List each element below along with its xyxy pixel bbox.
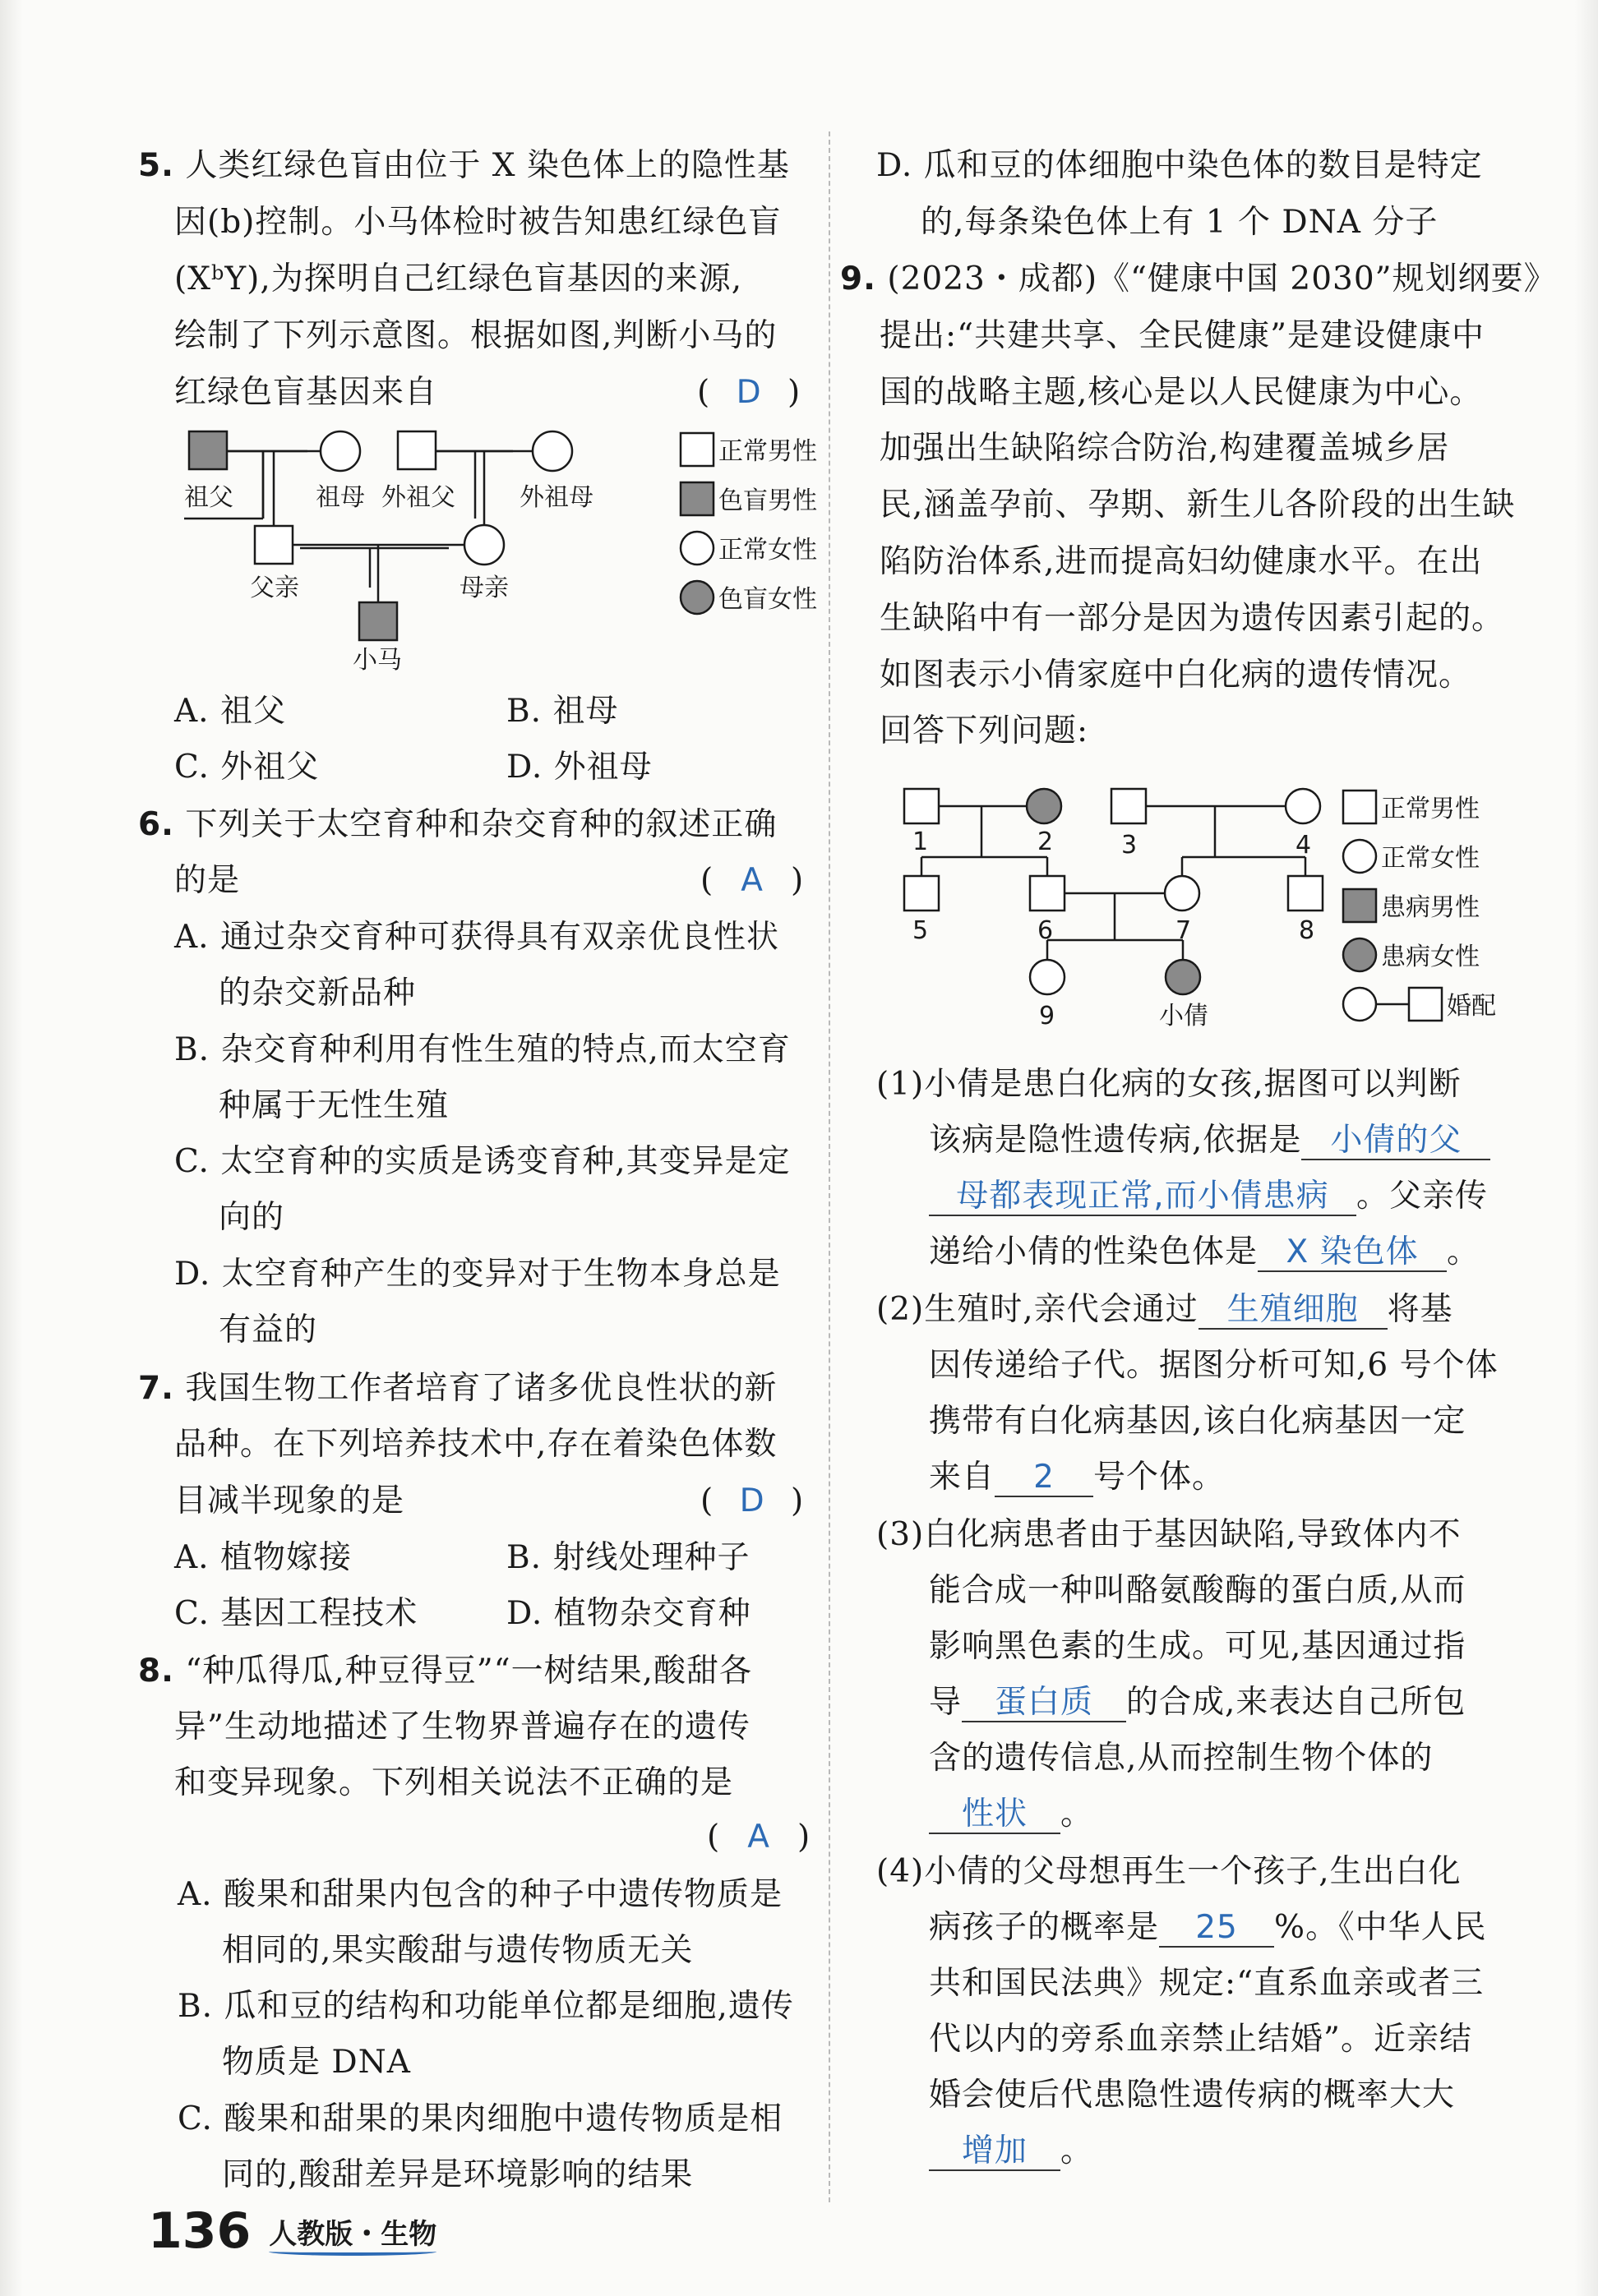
legend-normal-female: 正常女性 — [718, 536, 817, 565]
q5-line3: $(X^bY)$,为探明自己红绿色盲基因的来源, — [174, 260, 743, 297]
label-mother: 母亲 — [460, 574, 509, 602]
page-footer — [148, 2202, 436, 2260]
label-father: 父亲 — [250, 574, 299, 602]
pedigree-maternal-grandfather-symbol — [398, 431, 436, 469]
legend-colorblind-female-symbol — [681, 581, 714, 614]
q8-option-d-cont: 的,每条染色体上有 1 个 DNA 分子 — [921, 204, 1439, 241]
q9-line2: 提出:“共建共享、全民健康”是建设健康中 — [880, 317, 1485, 354]
q8-option-d: D. 瓜和豆的体细胞中染色体的数目是特定 — [876, 147, 1483, 184]
q9-p1-line3: 母都表现正常,而小倩患病 。父亲传 — [929, 1177, 1488, 1216]
pedigree-label-6: 6 — [1037, 916, 1054, 945]
pedigree-individual-3 — [1111, 789, 1146, 823]
q9-p4-line6: 增加 。 — [929, 2132, 1093, 2171]
q9-p1-answer-a2: 母都表现正常,而小倩患病 — [929, 1178, 1356, 1216]
q9-line1: 9. (2023・成都)《“健康中国 2030”规划纲要》 — [840, 260, 1557, 297]
pedigree-individual-6 — [1030, 876, 1065, 911]
pedigree-label-4: 4 — [1295, 831, 1312, 860]
q7-option-c: C. 基因工程技术 — [174, 1595, 418, 1632]
legend-normal-female-symbol — [1343, 840, 1376, 873]
legend-affected-male-symbol — [1343, 889, 1376, 922]
q9-p1-line4: 递给小倩的性染色体是 X 染色体 。 — [929, 1233, 1480, 1270]
q9-p3-answer-a: 蛋白质 — [962, 1685, 1126, 1722]
q5-line1: 5. 人类红绿色盲由位于 X 染色体上的隐性基 — [138, 147, 790, 184]
q7-line1: 7. 我国生物工作者培育了诸多优良性状的新 — [138, 1370, 778, 1407]
pedigree-grandfather-symbol — [189, 431, 227, 469]
q7-option-d: D. 植物杂交育种 — [506, 1595, 751, 1632]
q6-option-c: C. 太空育种的实质是诱变育种,其变异是定 — [174, 1143, 791, 1180]
q9-line4: 加强出生缺陷综合防治,构建覆盖城乡居 — [880, 430, 1450, 467]
q8-option-a: A. 酸果和甜果内包含的种子中遗传物质是 — [178, 1876, 783, 1913]
q5-pedigree-chart — [184, 423, 866, 686]
pedigree-individual-1 — [904, 789, 939, 823]
q6-answer: A — [741, 862, 763, 899]
q8-line3: 和变异现象。下列相关说法不正确的是 — [174, 1764, 734, 1801]
q9-p3-line6: 性状 。 — [929, 1795, 1093, 1834]
q6-line2: 的是 — [174, 862, 241, 899]
q9-p4-line4: 代以内的旁系血亲禁止结婚”。近亲结 — [929, 2021, 1472, 2058]
q9-p1-answer-b: X 染色体 — [1258, 1234, 1447, 1272]
pedigree-label-3: 3 — [1121, 831, 1138, 860]
legend-marriage-male-symbol — [1409, 988, 1442, 1021]
pedigree-grandmother-symbol — [321, 431, 360, 471]
edition-underline — [269, 2248, 436, 2256]
q6-option-c-cont: 向的 — [219, 1199, 285, 1236]
q5-line4: 绘制了下列示意图。根据如图,判断小马的 — [174, 317, 778, 354]
q9-p2-line3: 携带有白化病基因,该白化病基因一定 — [929, 1403, 1466, 1440]
q6-option-a: A. 通过杂交育种可获得具有双亲优良性状 — [174, 919, 779, 956]
pedigree-individual-5 — [904, 876, 939, 911]
q8-line1: 8. “种瓜得瓜,种豆得豆”“一树结果,酸甜各 — [138, 1653, 752, 1690]
q7-line2: 品种。在下列培养技术中,存在着染色体数 — [174, 1426, 778, 1463]
q8-option-a-cont: 相同的,果实酸甜与遗传物质无关 — [222, 1932, 694, 1969]
pedigree-individual-8 — [1288, 876, 1323, 911]
q9-line7: 生缺陷中有一部分是因为遗传因素引起的。 — [880, 600, 1505, 637]
q9-p4-line2: 病孩子的概率是 25 %。《中华人民 — [929, 1909, 1487, 1946]
legend-colorblind-female: 色盲女性 — [718, 585, 817, 614]
q9-p4-line1: (4)小倩的父母想再生一个孩子,生出白化 — [876, 1853, 1462, 1890]
q9-p2-answer-a: 生殖细胞 — [1198, 1292, 1388, 1330]
q9-line9: 回答下列问题: — [880, 712, 1089, 749]
edition-label: 人教版・生物 — [269, 2218, 436, 2251]
pedigree-individual-7 — [1165, 876, 1199, 911]
q6-option-d-cont: 有益的 — [219, 1312, 318, 1349]
q8-option-b: B. 瓜和豆的结构和功能单位都是细胞,遗传 — [178, 1988, 794, 2025]
pedigree-individual-2 — [1027, 789, 1061, 823]
legend-normal-male-symbol — [681, 433, 714, 466]
label-maternal-grandmother: 外祖母 — [520, 483, 593, 512]
q9-p3-line1: (3)白化病患者由于基因缺陷,导致体内不 — [876, 1516, 1462, 1553]
q9-p3-line3: 影响黑色素的生成。可见,基因通过指 — [929, 1628, 1466, 1665]
q9-p3-answer-b: 性状 — [929, 1796, 1060, 1834]
q9-p4-answer-b: 增加 — [929, 2133, 1060, 2171]
legend-affected-female: 患病女性 — [1381, 943, 1480, 971]
page-number: 136 — [148, 2202, 252, 2260]
q9-p1-answer-a1: 小倩的父 — [1301, 1123, 1490, 1160]
q8-option-c: C. 酸果和甜果的果肉细胞中遗传物质是相 — [178, 2100, 783, 2137]
q5-option-a: A. 祖父 — [174, 693, 286, 730]
q7-answer: D — [739, 1482, 764, 1519]
q8-option-b-cont: 物质是 DNA — [222, 2044, 411, 2081]
q6-line1: 6. 下列关于太空育种和杂交育种的叙述正确 — [138, 806, 778, 843]
q8-answer: A — [747, 1819, 769, 1856]
q9-p3-line5: 含的遗传信息,从而控制生物个体的 — [929, 1740, 1434, 1777]
q6-option-a-cont: 的杂交新品种 — [219, 975, 417, 1012]
pedigree-label-2: 2 — [1037, 828, 1054, 856]
pedigree-individual-4 — [1286, 789, 1320, 823]
legend-normal-male: 正常男性 — [1381, 795, 1480, 823]
q9-p3-line4: 导 蛋白质 的合成,来表达自己所包 — [929, 1684, 1466, 1721]
q9-line5: 民,涵盖孕前、孕期、新生儿各阶段的出生缺 — [880, 486, 1516, 523]
pedigree-individual-xiaoqian — [1166, 960, 1200, 994]
q8-line2: 异”生动地描述了生物界普遍存在的遗传 — [174, 1708, 751, 1745]
pedigree-mother-symbol — [464, 525, 504, 565]
q9-p2-line1: (2)生殖时,亲代会通过 生殖细胞 将基 — [876, 1291, 1453, 1328]
q5-answer: D — [736, 374, 761, 411]
q9-p3-line2: 能合成一种叫酪氨酸酶的蛋白质,从而 — [929, 1572, 1466, 1609]
label-grandmother: 祖母 — [316, 483, 365, 512]
q9-p2-line4: 来自 2 号个体。 — [929, 1459, 1226, 1496]
q9-line8: 如图表示小倩家庭中白化病的遗传情况。 — [880, 657, 1472, 694]
q7-option-b: B. 射线处理种子 — [506, 1539, 751, 1576]
pedigree-maternal-grandmother-symbol — [533, 431, 572, 471]
legend-colorblind-male-symbol — [681, 482, 714, 515]
pedigree-label-7: 7 — [1175, 916, 1192, 945]
pedigree-label-1: 1 — [912, 828, 929, 856]
pedigree-xiaoma-symbol — [359, 602, 397, 640]
q9-p1-line1: (1)小倩是患白化病的女孩,据图可以判断 — [876, 1066, 1462, 1103]
q9-pedigree-chart — [899, 779, 1549, 1042]
pedigree-label-8: 8 — [1299, 916, 1315, 945]
q5-line2: 因(b)控制。小马体检时被告知患红绿色盲 — [174, 204, 782, 241]
label-xiaoma: 小马 — [353, 646, 402, 675]
q5-option-d: D. 外祖母 — [506, 749, 653, 786]
q5-answer-bracket: ( D ) — [697, 374, 801, 411]
q6-option-b: B. 杂交育种利用有性生殖的特点,而太空育 — [174, 1031, 791, 1068]
q7-line3: 目减半现象的是 — [174, 1482, 405, 1519]
legend-colorblind-male: 色盲男性 — [718, 486, 817, 515]
q9-line6: 陷防治体系,进而提高妇幼健康水平。在出 — [880, 543, 1483, 580]
pedigree-label-9: 9 — [1039, 1002, 1055, 1030]
q5-option-c: C. 外祖父 — [174, 749, 320, 786]
q9-line3: 国的战略主题,核心是以人民健康为中心。 — [880, 374, 1483, 411]
legend-normal-female: 正常女性 — [1381, 844, 1480, 873]
pedigree-father-symbol — [255, 526, 293, 564]
q6-option-b-cont: 种属于无性生殖 — [219, 1087, 450, 1124]
q5-line5: 红绿色盲基因来自 — [174, 374, 438, 411]
q9-p4-line3: 共和国民法典》规定:“直系血亲或者三 — [929, 1965, 1485, 2002]
q7-option-a: A. 植物嫁接 — [174, 1539, 352, 1576]
legend-marriage: 婚配 — [1447, 992, 1496, 1021]
legend-affected-female-symbol — [1343, 938, 1376, 971]
label-grandfather: 祖父 — [184, 483, 233, 512]
legend-normal-female-symbol — [681, 532, 714, 565]
q5-option-b: B. 祖母 — [506, 693, 619, 730]
legend-marriage-female-symbol — [1343, 988, 1376, 1021]
legend-normal-male-symbol — [1343, 791, 1376, 823]
q9-p2-answer-b: 2 — [995, 1459, 1093, 1497]
pedigree-label-5: 5 — [912, 916, 929, 945]
label-maternal-grandfather: 外祖父 — [381, 483, 455, 512]
q9-p1-line2: 该病是隐性遗传病,依据是 小倩的父 — [929, 1121, 1490, 1160]
q6-answer-bracket: ( A ) — [700, 862, 804, 899]
legend-normal-male: 正常男性 — [718, 437, 817, 466]
pedigree-individual-9 — [1030, 960, 1065, 994]
q9-p4-answer-a: 25 — [1159, 1910, 1274, 1948]
q9-p2-line2: 因传递给子代。据图分析可知,6 号个体 — [929, 1347, 1499, 1384]
q7-answer-bracket: ( D ) — [700, 1482, 804, 1519]
q6-option-d: D. 太空育种产生的变异对于生物本身总是 — [174, 1256, 781, 1293]
legend-affected-male: 患病男性 — [1381, 893, 1480, 922]
pedigree-label-xiaoqian: 小倩 — [1159, 1002, 1208, 1030]
q8-option-c-cont: 同的,酸甜差异是环境影响的结果 — [222, 2156, 694, 2193]
q9-p4-line5: 婚会使后代患隐性遗传病的概率大大 — [929, 2077, 1456, 2114]
q8-answer-bracket: ( A ) — [707, 1819, 811, 1856]
